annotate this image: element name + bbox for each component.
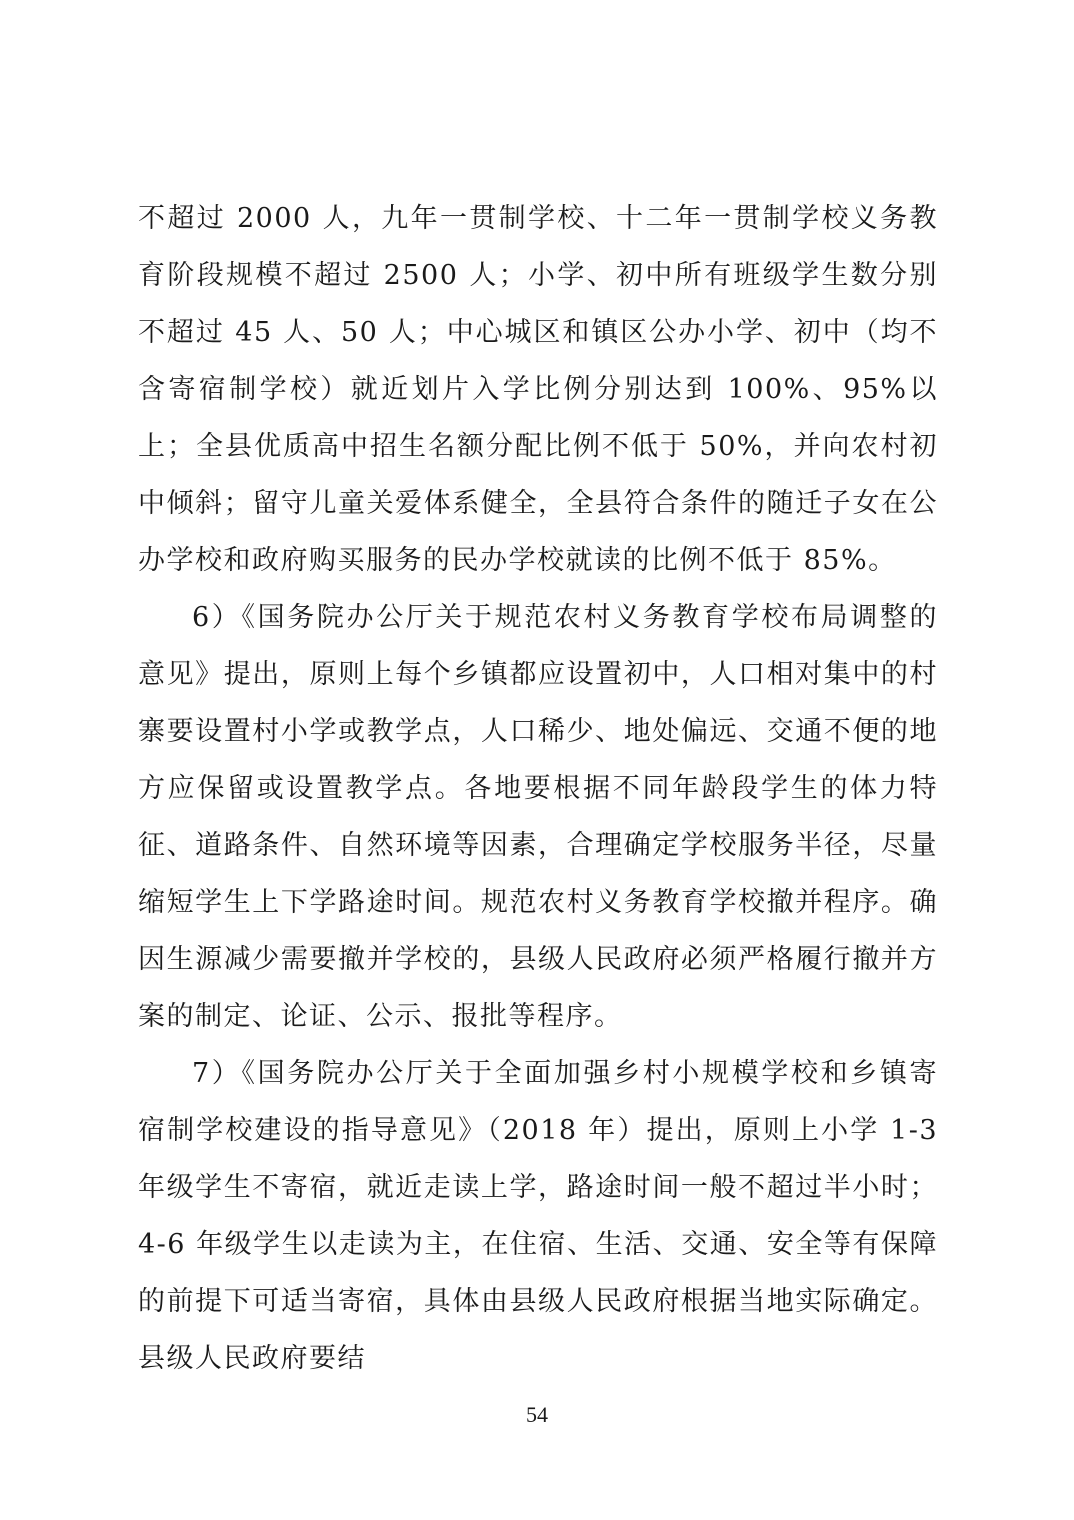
body-text — [138, 190, 938, 1387]
paragraph-item-7: 7）《国务院办公厅关于全面加强乡村小规模学校和乡镇寄宿制学校建设的指导意见》（2018 年）提出，原则上小学 1-3 年级学生不寄宿，就近走读上学，路途时间一般不超过半小时；4-6 年级学生以走读为主，在住宿、生活、交通、安全等有保障的前提下可适当寄宿，具体由县级人民政府根据当地实际确定。县级人民政府要结 — [138, 1058, 938, 1374]
paragraph-item-6: 6）《国务院办公厅关于规范农村义务教育学校布局调整的意见》提出，原则上每个乡镇都应设置初中，人口相对集中的村寨要设置村小学或教学点，人口稀少、地处偏远、交通不便的地方应保留或设置教学点。各地要根据不同年龄段学生的体力特征、道路条件、自然环境等因素，合理确定学校服务半径，尽量缩短学生上下学路途时间。规范农村义务教育学校撤并程序。确因生源减少需要撤并学校的，县级人民政府必须严格履行撤并方案的制定、论证、公示、报批等程序。 — [138, 602, 938, 1032]
page-number: 54 — [526, 1402, 548, 1427]
paragraph-continuation: 不超过 2000 人，九年一贯制学校、十二年一贯制学校义务教育阶段规模不超过 2500 人；小学、初中所有班级学生数分别不超过 45 人、50 人；中心城区和镇区公办小学、初中（均不含寄宿制学校）就近划片入学比例分别达到 100%、95%以上；全县优质高中招生名额分配比例不低于 50%，并向农村初中倾斜；留守儿童关爱体系健全，全县符合条件的随迁子女在公办学校和政府购买服务的民办学校就读的比例不低于 85%。 — [138, 203, 938, 576]
